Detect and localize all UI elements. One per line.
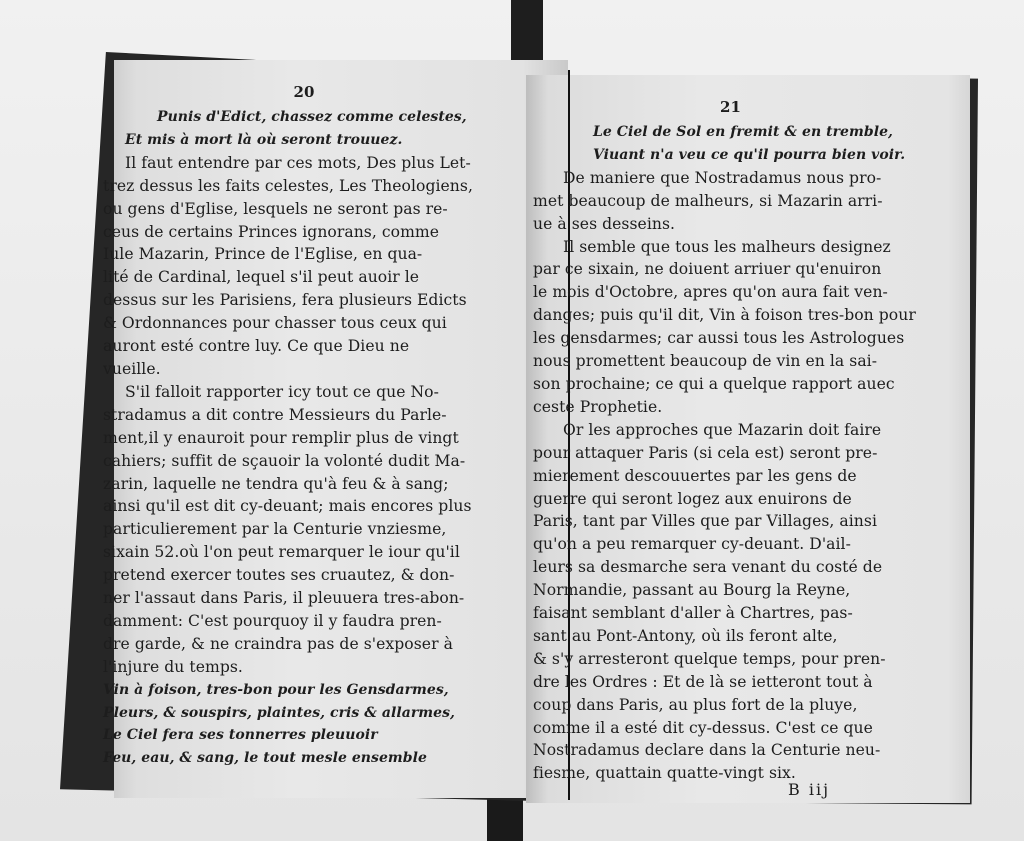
- text-line: leurs sa desmarche sera venant du costé de: [533, 558, 883, 577]
- text-line: Punis d'Edict, chassez comme celestes,: [157, 109, 467, 125]
- text-line: pour attaquer Paris (si cela est) seront pre-: [533, 443, 878, 462]
- text-line: ceste Prophetie.: [533, 397, 663, 416]
- signature-mark: B iij: [788, 780, 831, 799]
- text-line: stradamus a dit contre Messieurs du Parle-: [103, 405, 447, 424]
- left-page-text: [103, 85, 505, 770]
- text-line: Or les approches que Mazarin doit faire: [563, 420, 882, 439]
- right-page-number: 21: [720, 98, 741, 116]
- text-line: ceus de certains Princes ignorans, comme: [103, 222, 440, 241]
- text-line: ment,il y enauroit pour remplir plus de vingt: [103, 428, 459, 447]
- text-line: Il semble que tous les malheurs designez: [563, 237, 891, 256]
- text-line: Viuant n'a veu ce qu'il pourra bien voir.: [593, 146, 906, 163]
- text-line: Iule Mazarin, Prince de l'Eglise, en qua-: [103, 245, 423, 264]
- text-line: zarin, laquelle ne tendra qu'à feu & à sang;: [103, 474, 449, 493]
- text-line: auront esté contre luy. Ce que Dieu ne: [103, 337, 410, 356]
- text-line: ner l'assaut dans Paris, il pleuuera tres-abon-: [103, 589, 465, 608]
- text-line: dessus sur les Parisiens, fera plusieurs Edicts: [103, 291, 467, 310]
- text-line: Feu, eau, & sang, le tout mesle ensemble: [103, 750, 427, 767]
- right-page-lines: [533, 121, 928, 785]
- text-line: Le Ciel fera ses tonnerres pleuuoir: [103, 727, 378, 744]
- left-page-lines: [103, 106, 505, 770]
- text-line: & s'y arresteront quelque temps, pour pren-: [533, 649, 886, 668]
- text-line: Nostradamus declare dans la Centurie neu-: [533, 741, 881, 760]
- text-line: damment: C'est pourquoy il y faudra pren-: [103, 611, 442, 630]
- text-line: S'il falloit rapporter icy tout ce que No-: [125, 382, 439, 401]
- text-line: trez dessus les faits celestes, Les Theologiens,: [103, 176, 473, 195]
- text-line: qu'on a peu remarquer cy-deuant. D'ail-: [533, 535, 851, 554]
- text-line: cahiers; suffit de sçauoir la volonté dudit Ma-: [103, 451, 466, 470]
- text-line: nous promettent beaucoup de vin en la sai-: [533, 352, 878, 371]
- text-line: comme il a esté dit cy-dessus. C'est ce que: [533, 718, 873, 737]
- text-line: met beaucoup de malheurs, si Mazarin arri-: [533, 191, 883, 210]
- text-line: Normandie, passant au Bourg la Reyne,: [533, 581, 851, 600]
- text-line: ue à ses desseins.: [533, 214, 676, 233]
- text-line: ou gens d'Eglise, lesquels ne seront pas re-: [103, 199, 448, 218]
- text-line: mierement descouuertes par les gens de: [533, 466, 857, 485]
- text-line: vueille.: [103, 359, 161, 378]
- text-line: & Ordonnances pour chasser tous ceux qui: [103, 314, 447, 333]
- text-line: danges; puis qu'il dit, Vin à foison tres-bon pour: [533, 306, 916, 325]
- text-line: le mois d'Octobre, apres qu'on aura fait ven-: [533, 283, 888, 302]
- text-line: sixain 52.où l'on peut remarquer le iour qu'il: [103, 543, 460, 562]
- text-line: De maniere que Nostradamus nous pro-: [563, 168, 882, 187]
- text-line: sant au Pont-Antony, où ils feront alte,: [533, 626, 838, 645]
- text-line: lité de Cardinal, lequel s'il peut auoir le: [103, 268, 420, 287]
- text-line: Il faut entendre par ces mots, Des plus Let-: [125, 153, 471, 172]
- text-line: coup dans Paris, au plus fort de la pluye,: [533, 695, 858, 714]
- text-line: pretend exercer toutes ses cruautez, & don-: [103, 566, 455, 585]
- right-page-text: [533, 100, 928, 785]
- text-line: Pleurs, & souspirs, plaintes, cris & allarmes,: [103, 704, 455, 721]
- text-line: par ce sixain, ne doiuent arriuer qu'enuiron: [533, 260, 882, 279]
- text-line: particulierement par la Centurie vnziesme,: [103, 520, 447, 539]
- left-page-number: 20: [293, 83, 315, 101]
- text-line: son prochaine; ce qui a quelque rapport auec: [533, 374, 895, 393]
- text-line: Vin à foison, tres-bon pour les Gensdarmes,: [103, 681, 449, 698]
- text-line: fiesme, quattain quatte-vingt six.: [533, 764, 796, 783]
- text-line: dre garde, & ne craindra pas de s'exposer à: [103, 634, 453, 653]
- text-line: l'injure du temps.: [103, 657, 243, 676]
- text-line: Et mis à mort là où seront trouuez.: [125, 131, 403, 148]
- text-line: guerre qui seront logez aux enuirons de: [533, 489, 852, 508]
- text-line: faisant semblant d'aller à Chartres, pas-: [533, 604, 853, 623]
- text-line: Paris, tant par Villes que par Villages, ainsi: [533, 512, 877, 531]
- text-line: les gensdarmes; car aussi tous les Astrologues: [533, 329, 905, 348]
- text-line: Le Ciel de Sol en fremit & en tremble,: [593, 124, 893, 140]
- text-line: ainsi qu'il est dit cy-deuant; mais encores plus: [103, 497, 472, 516]
- text-line: dre les Ordres : Et de là se ietteront tout à: [533, 672, 873, 691]
